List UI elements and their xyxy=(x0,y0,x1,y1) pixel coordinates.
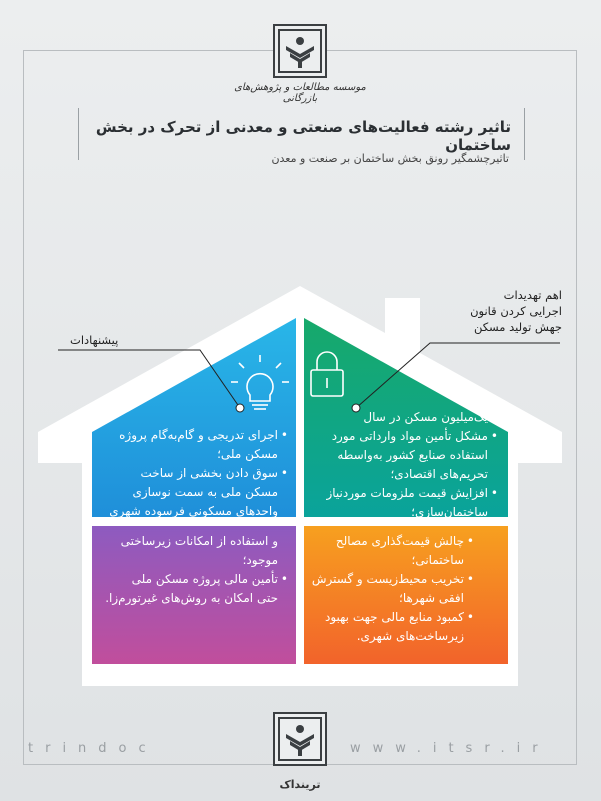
panel-bottom-left-text xyxy=(96,532,288,608)
list-item: • یک‌میلیون مسکن در سال xyxy=(308,408,498,427)
panel-bottom-right-text xyxy=(308,532,474,646)
panel-top-right-text xyxy=(308,408,498,522)
callout-suggestions: پیشنهادات xyxy=(70,333,119,347)
list-item: موجود؛ xyxy=(242,553,278,567)
watermark-right: www.itsr.ir xyxy=(350,741,550,756)
callout-threats-line1: اهم تهدیدات xyxy=(503,288,562,302)
list-item: تحریم‌های اقتصادی؛ xyxy=(390,467,488,481)
panel-top-left-text xyxy=(96,426,288,521)
list-item: ساختمانی؛ xyxy=(411,553,464,567)
list-item: و استفاده از امکانات زیرساختی xyxy=(120,534,278,548)
brand-name: ترینداک xyxy=(279,778,321,791)
list-item: • افزایش قیمت ملزومات موردنیاز xyxy=(308,484,498,503)
list-item: حتی امکان به روش‌های غیرتورم‌زا. xyxy=(105,591,278,605)
list-item: • مشکل تأمین مواد وارداتی مورد xyxy=(308,427,498,446)
page-title: تاثیر رشته فعالیت‌های صنعتی و معدنی از تحرک در بخش ساختمان xyxy=(95,118,511,154)
list-item: استفاده صنایع کشور به‌واسطه xyxy=(337,448,488,462)
list-item: • تأمین مالی پروژه مسکن ملی xyxy=(96,570,288,589)
list-item: • اجرای تدریجی و گام‌به‌گام پروژه xyxy=(96,426,288,445)
list-item: مسکن ملی؛ xyxy=(217,447,278,461)
list-item: واحدهای مسکونی فرسوده شهری xyxy=(109,504,278,518)
watermark-left: trindoc xyxy=(28,741,158,756)
list-item: • سوق دادن بخشی از ساخت xyxy=(96,464,288,483)
callout-threats-line2: اجرایی کردن قانون xyxy=(470,304,562,318)
list-item: زیرساخت‌های شهری. xyxy=(356,629,464,643)
callout-threats xyxy=(430,287,562,335)
institute-name: موسسه مطالعات و پژوهش‌های بازرگانی xyxy=(234,82,366,104)
logo-emblem-icon xyxy=(273,712,327,774)
page-subtitle: تاثیرچشمگیر رونق بخش ساختمان بر صنعت و معدن xyxy=(271,152,509,165)
list-item: • تخریب محیط‌زیست و گسترش xyxy=(308,570,474,589)
list-item: ساختمان‌سازی؛ xyxy=(411,505,488,519)
list-item: افقی شهرها؛ xyxy=(399,591,464,605)
callout-threats-line3: جهش تولید مسکن xyxy=(473,320,562,334)
list-item: مسکن ملی به سمت نوسازی xyxy=(132,485,278,499)
list-item: • کمبود منابع مالی جهت بهبود xyxy=(308,608,474,627)
list-item: • چالش قیمت‌گذاری مصالح xyxy=(308,532,474,551)
